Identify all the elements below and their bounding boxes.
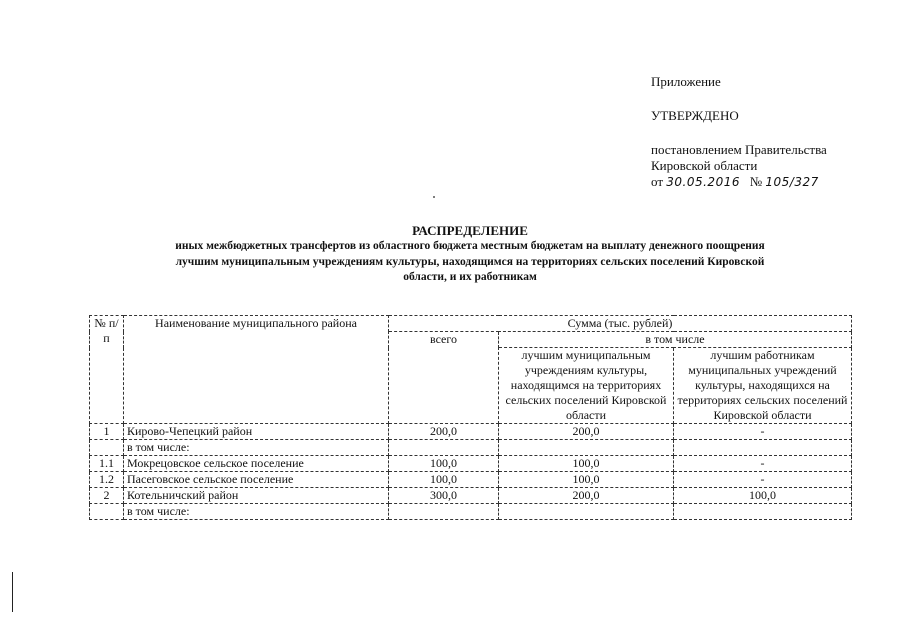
table-row <box>90 440 852 456</box>
header-sum: Сумма (тыс. рублей) <box>389 316 852 332</box>
approval-stamp <box>651 74 827 190</box>
row-total: 300,0 <box>389 488 499 504</box>
distribution-table <box>89 315 852 520</box>
row-workers <box>674 504 852 520</box>
row-num: 1.2 <box>90 472 124 488</box>
header-num: № п/п <box>90 316 124 424</box>
row-name: Пасеговское сельское поселение <box>124 472 389 488</box>
row-institutions: 200,0 <box>499 488 674 504</box>
row-num <box>90 504 124 520</box>
row-num: 1.1 <box>90 456 124 472</box>
header-workers: лучшим работникам муниципальных учреждений культуры, находящихся на территориях сельских поселений Кировской области <box>674 348 852 424</box>
title-line-1: иных межбюджетных трансфертов из областного бюджета местным бюджетам на выплату денежного поощрения <box>175 240 765 252</box>
row-num <box>90 440 124 456</box>
handwritten-date: 30.05.2016 <box>666 175 740 189</box>
row-name: в том числе: <box>124 504 389 520</box>
title-main: РАСПРЕДЕЛЕНИЕ <box>412 223 528 238</box>
row-institutions: 100,0 <box>499 472 674 488</box>
row-institutions <box>499 440 674 456</box>
row-total: 100,0 <box>389 472 499 488</box>
row-num: 1 <box>90 424 124 440</box>
row-workers: - <box>674 472 852 488</box>
row-workers: - <box>674 456 852 472</box>
number-prefix: № <box>749 174 763 189</box>
row-workers: - <box>674 424 852 440</box>
table-row <box>90 488 852 504</box>
approved-label: УТВЕРЖДЕНО <box>651 108 739 123</box>
row-total: 200,0 <box>389 424 499 440</box>
table-header-row-1 <box>90 316 852 332</box>
row-name: в том числе: <box>124 440 389 456</box>
row-institutions: 200,0 <box>499 424 674 440</box>
table-row <box>90 472 852 488</box>
document-title <box>80 222 860 286</box>
row-total <box>389 504 499 520</box>
row-name: Мокрецовское сельское поселение <box>124 456 389 472</box>
table-row <box>90 456 852 472</box>
row-institutions: 100,0 <box>499 456 674 472</box>
row-name: Котельничский район <box>124 488 389 504</box>
row-workers: 100,0 <box>674 488 852 504</box>
header-name: Наименование муниципального района <box>124 316 389 424</box>
decree-date-line <box>651 174 827 190</box>
decree-line-1: постановлением Правительства <box>651 142 827 157</box>
scan-margin-line <box>12 572 13 612</box>
header-total: всего <box>389 332 499 424</box>
title-line-2: лучшим муниципальным учреждениям культуры, находящимся на территориях сельских поселений Кировской <box>175 255 765 268</box>
row-institutions <box>499 504 674 520</box>
scan-speck <box>433 196 435 198</box>
row-num: 2 <box>90 488 124 504</box>
handwritten-number: 105/327 <box>765 175 819 189</box>
table-row <box>90 504 852 520</box>
appendix-label: Приложение <box>651 74 721 89</box>
row-workers <box>674 440 852 456</box>
table-row <box>90 424 852 440</box>
header-institutions: лучшим муниципальным учреждениям культуры, находящимся на территориях сельских поселений Кировской области <box>499 348 674 424</box>
row-name: Кирово-Чепецкий район <box>124 424 389 440</box>
date-prefix: от <box>651 174 664 189</box>
header-including: в том числе <box>499 332 852 348</box>
decree-line-2: Кировской области <box>651 158 758 173</box>
row-total: 100,0 <box>389 456 499 472</box>
title-line-3: области, и их работникам <box>403 271 537 283</box>
row-total <box>389 440 499 456</box>
